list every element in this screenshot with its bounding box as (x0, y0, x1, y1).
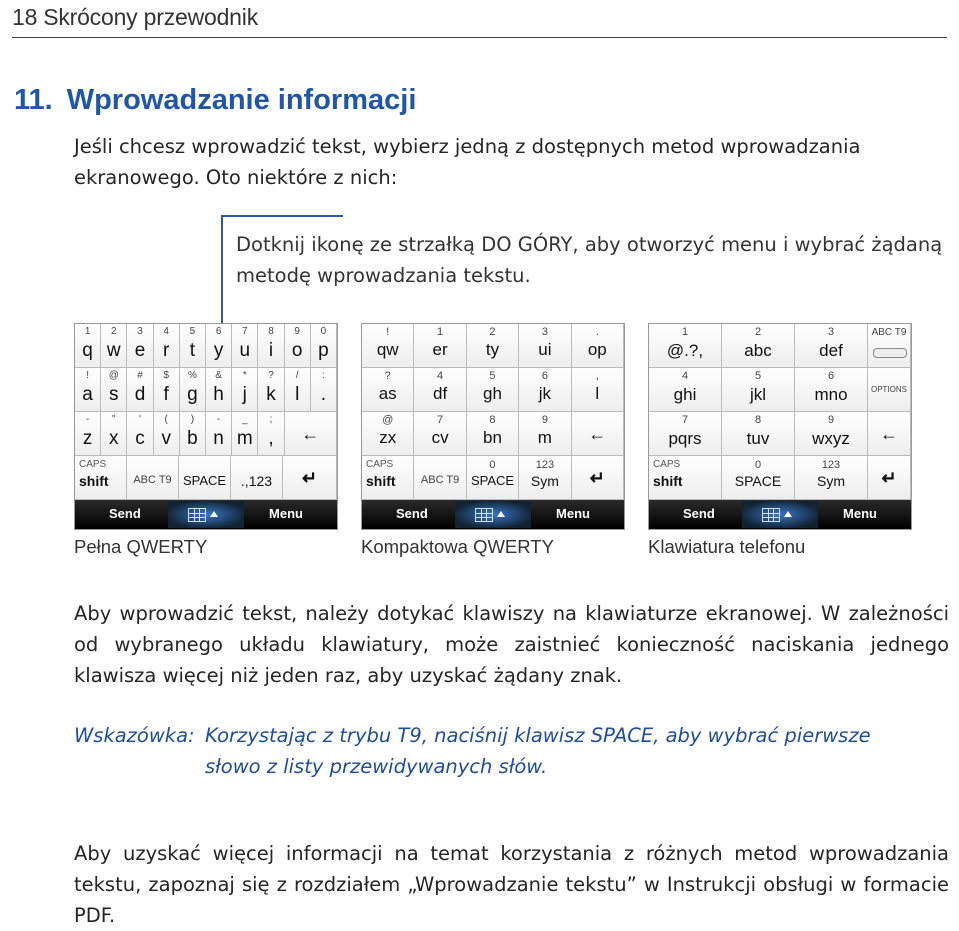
symbol-label: .,123 (240, 473, 273, 489)
key-label: op (587, 340, 607, 359)
key-a[interactable] (75, 368, 101, 412)
enter-key[interactable] (868, 456, 911, 500)
key-label: t (189, 340, 196, 361)
abc-t9-key[interactable] (414, 456, 466, 500)
key-ty[interactable] (467, 324, 519, 368)
abc-t9-label: ABC T9 (133, 474, 172, 486)
key-label: d (134, 384, 146, 405)
symbol-key[interactable] (519, 456, 571, 500)
key-secondary-label: " (112, 414, 116, 425)
arrow-up-icon (784, 511, 792, 517)
key-qw[interactable] (362, 324, 414, 368)
key-secondary-label: 0 (320, 326, 327, 337)
softkey-bar (75, 500, 337, 529)
key-x[interactable] (101, 412, 127, 456)
enter-key[interactable] (283, 456, 337, 500)
key-secondary-label: ? (384, 370, 391, 382)
callout-line (221, 215, 343, 217)
key-digit-label: 5 (754, 370, 762, 382)
key-7[interactable] (649, 412, 722, 456)
key-label: s (109, 384, 119, 405)
options-key[interactable] (868, 368, 911, 412)
softkey-bar (362, 500, 624, 529)
key-g[interactable] (180, 368, 206, 412)
key-label: h (213, 384, 224, 405)
key-label: m (537, 428, 552, 447)
caps-label: CAPS (653, 459, 681, 470)
key-label: l (295, 384, 300, 405)
key-secondary-label: 6 (541, 370, 548, 382)
key-label: r (163, 340, 170, 361)
key-secondary-label: ! (386, 326, 390, 338)
softkey-bar (649, 500, 911, 529)
key-secondary-label: 5 (489, 370, 496, 382)
tip-text-1: Korzystając z trybu T9, naciśnij klawisz SPACE, aby wybrać pierwsze (205, 724, 871, 747)
key-d[interactable] (127, 368, 153, 412)
key-h[interactable] (206, 368, 232, 412)
header-title: Skrócony przewodnik (43, 4, 258, 30)
key-secondary-label: 7 (437, 414, 444, 426)
backspace-icon: ← (880, 424, 898, 444)
toggle-switch-icon (873, 348, 907, 358)
key-secondary-label: ! (86, 370, 89, 381)
key-label: y (213, 340, 224, 361)
arrow-up-icon (210, 511, 218, 517)
key-digit-label: 7 (681, 414, 689, 426)
tip-box (74, 720, 949, 782)
space-key[interactable] (179, 456, 231, 500)
key-digit-label: 3 (827, 326, 835, 338)
key-s[interactable] (101, 368, 127, 412)
key-f[interactable] (154, 368, 180, 412)
key-label: . (320, 384, 327, 405)
key-1[interactable] (649, 324, 722, 368)
key-digit-label: 8 (754, 414, 762, 426)
space-label: SPACE (734, 473, 782, 489)
key-secondary-label: 2 (111, 326, 117, 337)
key-label: i (268, 340, 274, 361)
key-label: qw (376, 340, 399, 359)
key-cv[interactable] (414, 412, 466, 456)
key-secondary-label: 1 (84, 326, 91, 337)
key-secondary-label: 2 (489, 326, 496, 338)
key-digit-label: 9 (827, 414, 835, 426)
key-secondary-label: - (85, 414, 90, 425)
key-c[interactable] (127, 412, 153, 456)
backspace-icon: ← (301, 424, 320, 444)
shift-label: shift (79, 473, 109, 489)
key-j[interactable] (232, 368, 258, 412)
key-label: o (291, 340, 303, 361)
key-label: abc (744, 341, 772, 360)
key-op[interactable] (572, 324, 624, 368)
key-label: @.?, (666, 341, 704, 360)
key-secondary-label: 4 (163, 326, 169, 337)
key-secondary-label: ; (269, 414, 273, 425)
shift-label: shift (366, 473, 396, 489)
key-label: wxyz (812, 429, 850, 448)
caption-full-qwerty: Pełna QWERTY (74, 536, 208, 557)
key-label: g (187, 384, 198, 405)
keyboard-icon (188, 508, 206, 522)
key-secondary-label: 1 (437, 326, 444, 338)
key-n[interactable] (206, 412, 232, 456)
backspace-icon: ← (588, 424, 607, 444)
key-label: u (239, 340, 251, 361)
caption-compact-qwerty: Kompaktowa QWERTY (361, 536, 554, 557)
caps-label: CAPS (366, 459, 394, 470)
key-secondary-label: / (295, 370, 299, 381)
key-w[interactable] (101, 324, 127, 368)
key-p[interactable] (311, 324, 337, 368)
key-secondary-label: 9 (541, 414, 548, 426)
key-z[interactable] (75, 412, 101, 456)
key-b[interactable] (180, 412, 206, 456)
space-secondary-label: 0 (489, 459, 496, 471)
key-m[interactable] (232, 412, 258, 456)
space-label: SPACE (470, 473, 515, 488)
key-r[interactable] (154, 324, 180, 368)
caps-shift-key[interactable] (75, 456, 127, 500)
caps-label: CAPS (79, 459, 107, 470)
key-bn[interactable] (467, 412, 519, 456)
abc-t9-label: ABC T9 (420, 474, 460, 486)
key-y[interactable] (206, 324, 232, 368)
key-secondary-label: 3 (541, 326, 548, 338)
key-secondary-label: 4 (437, 370, 444, 382)
key-secondary-label: . (595, 326, 599, 338)
symbol-secondary-label: 123 (535, 459, 555, 471)
key-secondary-label: 7 (242, 326, 248, 337)
key-label: jk (538, 384, 552, 403)
key-secondary-label: ? (268, 370, 274, 381)
section-heading (14, 84, 416, 117)
key-secondary-label: ( (164, 414, 168, 425)
input-method-button[interactable] (742, 501, 818, 528)
key-4[interactable] (649, 368, 722, 412)
input-method-button[interactable] (168, 501, 244, 528)
more-info-paragraph: Aby uzyskać więcej informacji na temat korzystania z różnych metod wprowadzania tekstu, zapoznaj się z rozdziałem „Wprowadzanie tekstu” w Instrukcji obsługi w formacie PDF. (74, 842, 949, 927)
key-u[interactable] (232, 324, 258, 368)
section-title: Wprowadzanie informacji (66, 84, 417, 116)
symbol-secondary-label: 123 (821, 459, 841, 471)
phone-keypad (648, 323, 912, 530)
key-jk[interactable] (519, 368, 571, 412)
key-l[interactable] (285, 368, 311, 412)
enter-icon: ↵ (589, 468, 605, 488)
key-digit-label: 6 (827, 370, 835, 382)
key-label: b (187, 428, 198, 449)
keyboard-keys (75, 324, 337, 500)
key-label: f (163, 384, 169, 405)
compact-qwerty-keyboard (361, 323, 625, 530)
key-label: q (82, 340, 93, 361)
key-label: z (82, 428, 93, 449)
keyboard-keys (649, 324, 911, 500)
key-digit-label: 2 (754, 326, 762, 338)
key-label: ghi (673, 385, 697, 404)
key-label: x (109, 428, 119, 449)
key-m[interactable] (519, 412, 571, 456)
key-label: p (318, 340, 329, 361)
key-secondary-label: _ (242, 414, 248, 425)
menu-softkey[interactable]: Menu (843, 506, 877, 521)
key-label: w (106, 340, 121, 361)
caption-phone-keypad: Klawiatura telefonu (648, 536, 806, 557)
key-secondary-label: 3 (137, 326, 143, 337)
symbol-key[interactable] (231, 456, 283, 500)
abc-t9-toggle[interactable] (868, 324, 911, 368)
key-.[interactable] (311, 368, 337, 412)
keyboard-keys (362, 324, 624, 500)
intro-paragraph: Jeśli chcesz wprowadzić tekst, wybierz jedną z dostępnych metod wprowadzania ekranowego. Oto niektóre z nich: (74, 135, 861, 189)
key-secondary-label: 6 (215, 326, 222, 337)
key-t[interactable] (180, 324, 206, 368)
key-3[interactable] (795, 324, 868, 368)
key-label: v (161, 428, 171, 449)
key-digit-label: 4 (681, 370, 689, 382)
key-df[interactable] (414, 368, 466, 412)
key-k[interactable] (258, 368, 284, 412)
key-secondary-label: ' (139, 414, 141, 425)
key-2[interactable] (722, 324, 795, 368)
key-secondary-label: : (322, 370, 325, 381)
menu-softkey[interactable]: Menu (269, 506, 303, 521)
tip-label: Wskazówka: (74, 724, 195, 747)
key-secondary-label: , (595, 370, 599, 382)
key-label: gh (483, 384, 502, 403)
key-label: n (213, 428, 224, 449)
key-label: df (432, 384, 448, 403)
key-label: e (134, 340, 146, 361)
body-paragraph: Aby wprowadzić tekst, należy dotykać klawiszy na klawiaturze ekranowej. W zależności od wybranego układu klawiatury, może zaistnieć konieczność naciskania jednego klawisza więcej niż jeden raz, aby uzyskać żądany znak. (74, 602, 949, 687)
page-number: 18 (12, 4, 38, 30)
key-secondary-label: - (216, 414, 221, 425)
enter-key[interactable] (572, 456, 624, 500)
tip-line-1 (74, 720, 949, 751)
key-label: ty (485, 340, 500, 359)
key-9[interactable] (795, 412, 868, 456)
key-l[interactable] (572, 368, 624, 412)
key-zx[interactable] (362, 412, 414, 456)
options-label: OPTIONS (870, 385, 907, 394)
page-header (12, 4, 258, 31)
symbol-label: Sym (530, 473, 559, 489)
keyboard-icon (762, 508, 780, 522)
key-secondary-label: ) (190, 414, 195, 425)
key-o[interactable] (285, 324, 311, 368)
key-label: j (242, 384, 247, 405)
shift-label: shift (653, 473, 683, 489)
abc-t9-label: ABC T9 (871, 327, 907, 338)
enter-icon: ↵ (301, 468, 318, 488)
key-label: l (595, 384, 600, 403)
caps-shift-key[interactable] (649, 456, 722, 500)
space-key[interactable] (722, 456, 795, 500)
key-digit-label: 1 (681, 326, 689, 338)
menu-softkey[interactable]: Menu (556, 506, 590, 521)
key-label: , (268, 428, 274, 449)
key-6[interactable] (795, 368, 868, 412)
key-as[interactable] (362, 368, 414, 412)
key-label: tuv (746, 429, 770, 448)
key-e[interactable] (127, 324, 153, 368)
key-secondary-label: 8 (489, 414, 496, 426)
key-,[interactable] (258, 412, 284, 456)
full-qwerty-keyboard (74, 323, 338, 530)
callout-text: Dotknij ikonę ze strzałką DO GÓRY, aby otworzyć menu i wybrać żądaną metodę wprowadzania tekstu. (236, 233, 943, 287)
key-secondary-label: $ (163, 370, 169, 381)
key-label: k (266, 384, 276, 405)
space-secondary-label: 0 (754, 459, 762, 471)
key-label: cv (431, 428, 449, 447)
key-label: mno (814, 385, 848, 404)
header-divider (12, 37, 947, 38)
key-secondary-label: 9 (294, 326, 300, 337)
enter-icon: ↵ (881, 468, 897, 488)
key-er[interactable] (414, 324, 466, 368)
key-label: m (236, 428, 253, 449)
space-key[interactable] (467, 456, 519, 500)
backspace-key[interactable] (572, 412, 624, 456)
backspace-key[interactable] (285, 412, 337, 456)
key-label: c (135, 428, 145, 449)
input-method-button[interactable] (455, 501, 531, 528)
key-secondary-label: # (137, 370, 143, 381)
key-secondary-label: @ (108, 370, 119, 381)
abc-t9-key[interactable] (127, 456, 179, 500)
keyboard-icon (475, 508, 493, 522)
key-label: pqrs (668, 429, 702, 448)
arrow-up-icon (497, 511, 505, 517)
key-ui[interactable] (519, 324, 571, 368)
key-8[interactable] (722, 412, 795, 456)
tip-text-2: słowo z listy przewidywanych słów. (205, 755, 548, 778)
key-gh[interactable] (467, 368, 519, 412)
symbol-label: Sym (817, 473, 845, 489)
backspace-key[interactable] (868, 412, 911, 456)
key-secondary-label: % (187, 370, 197, 381)
symbol-key[interactable] (795, 456, 868, 500)
key-secondary-label: & (215, 370, 222, 381)
space-label: SPACE (182, 473, 227, 488)
key-secondary-label: 8 (268, 326, 274, 337)
send-softkey[interactable]: Send (683, 506, 715, 521)
key-i[interactable] (258, 324, 284, 368)
key-label: er (432, 340, 448, 359)
key-label: a (82, 384, 93, 405)
key-5[interactable] (722, 368, 795, 412)
key-secondary-label: @ (382, 414, 394, 426)
section-number: 11. (14, 84, 53, 116)
key-label: def (819, 341, 843, 360)
key-label: as (378, 384, 397, 403)
caps-shift-key[interactable] (362, 456, 414, 500)
key-label: bn (483, 428, 502, 447)
key-v[interactable] (154, 412, 180, 456)
send-softkey[interactable]: Send (396, 506, 428, 521)
key-secondary-label: 5 (189, 326, 196, 337)
key-label: zx (379, 428, 397, 447)
send-softkey[interactable]: Send (109, 506, 141, 521)
key-label: jkl (749, 385, 767, 404)
key-secondary-label: * (242, 370, 247, 381)
key-q[interactable] (75, 324, 101, 368)
key-label: ui (538, 340, 552, 359)
